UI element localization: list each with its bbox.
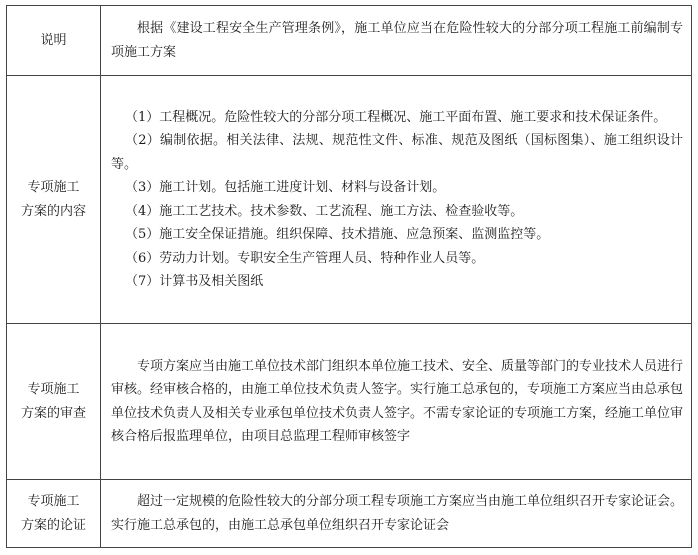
label-line: 专项施工 xyxy=(27,179,80,195)
row-content-plan-review: 专项方案应当由施工单位技术部门组织本单位施工技术、安全、质量等部门的专业技术人员进行审核。经审核合格的，由施工单位技术负责人签字。实行施工总承包的，专项施工方案应当由总承包单位技术负责人及相关专业承包单位技术负责人签字。不需专家论证的专项施工方案，经施工单位审核合格后报监理单位，由项目总监理工程师审核签字 xyxy=(101,324,692,480)
row-content-plan-contents xyxy=(101,76,692,324)
table-row-plan-review xyxy=(7,324,692,480)
label-line: 方案的内容 xyxy=(20,203,86,219)
list-item: （6）劳动力计划。专职安全生产管理人员、特种作业人员等。 xyxy=(125,250,485,266)
row-label-plan-review xyxy=(7,324,101,480)
row-content-plan-verification: 超过一定规模的危险性较大的分部分项工程专项施工方案应当由施工单位组织召开专家论证会。实行施工总承包的，由施工总承包单位组织召开专家论证会 xyxy=(101,480,692,548)
list-item: （7）计算书及相关图纸 xyxy=(125,274,264,289)
list-item: （3）施工计划。包括施工进度计划、材料与设备计划。 xyxy=(125,180,446,195)
label-line: 专项施工 xyxy=(27,493,80,509)
label-line: 方案的论证 xyxy=(20,517,86,533)
list-item: （4）施工工艺技术。技术参数、工艺流程、施工方法、检查验收等。 xyxy=(125,203,524,219)
table-row-plan-verification xyxy=(7,480,692,548)
table-row-plan-contents xyxy=(7,76,692,324)
row-label-description xyxy=(7,6,101,76)
table-row-description xyxy=(7,6,692,76)
row-label-plan-verification xyxy=(7,480,101,548)
label-line: 专项施工 xyxy=(27,381,80,397)
label-line: 方案的审查 xyxy=(20,405,86,421)
row-content-description: 根据《建设工程安全生产管理条例》，施工单位应当在危险性较大的分部分项工程施工前编制专项施工方案 xyxy=(101,6,692,76)
label-line: 说明 xyxy=(40,32,67,48)
list-item: （5）施工安全保证措施。组织保障、技术措施、应急预案、监测监控等。 xyxy=(125,227,550,242)
construction-plan-table xyxy=(6,5,692,548)
list-item: （1）工程概况。危险性较大的分部分项工程概况、施工平面布置、施工要求和技术保证条件。 xyxy=(125,109,667,125)
row-label-plan-contents xyxy=(7,76,101,324)
list-item: （2）编制依据。相关法律、法规、规范性文件、标准、规范及图纸（国标图集）、施工组织设计等。 xyxy=(111,133,683,172)
